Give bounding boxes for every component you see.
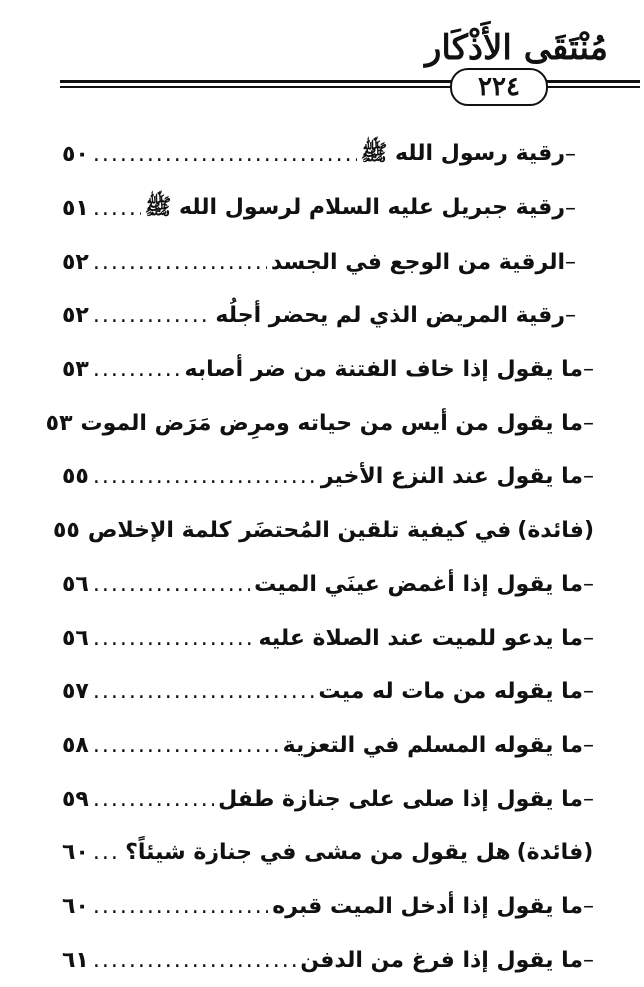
toc-entry-leader-dots	[93, 250, 267, 275]
toc-entry-title-text: رقية المريض الذي لم يحضر أجلُه	[215, 303, 565, 329]
toc-entry-dash: –	[583, 732, 594, 758]
toc-entry-dash: –	[583, 357, 594, 383]
toc-entry	[62, 289, 594, 343]
toc-entry-page-number: ٥٢	[62, 249, 89, 275]
toc-entry-title-text: رقية رسول الله ﷺ	[360, 140, 565, 166]
toc-entry	[62, 772, 594, 826]
toc-entry-title	[300, 948, 583, 973]
toc-entry-note-label: (فائدة)	[517, 518, 594, 544]
toc-entry-title-text: ما يدعو للميت عند الصلاة عليه	[258, 625, 583, 651]
toc-entry-page-number: ٦٠	[62, 893, 89, 919]
toc-entry-dash: –	[565, 196, 576, 222]
toc-entry-dash: –	[583, 464, 594, 490]
toc-entry-page-number: ٦٠	[62, 840, 89, 866]
toc-entry-page-number: ٥٨	[62, 732, 89, 758]
toc-entry-dash: –	[565, 303, 576, 329]
toc-entry	[62, 826, 594, 880]
toc-entry-page-number: ٥٦	[62, 625, 89, 651]
toc-entry-leader-dots	[93, 787, 214, 812]
page-header	[0, 0, 644, 125]
toc-entry-page-number: ٥٦	[62, 571, 89, 597]
toc-entry-title-text: ما يقول إذا أدخل الميت قبره	[272, 893, 583, 919]
toc-entry-page-number: ٥٧	[62, 679, 89, 705]
header-rule-top	[60, 80, 640, 83]
toc-entry-title	[361, 139, 565, 171]
toc-entry	[62, 558, 594, 612]
toc-entry-leader-dots	[93, 357, 181, 382]
toc-entry-dash: –	[583, 893, 594, 919]
toc-entry-leader-dots	[93, 196, 141, 221]
header-rule-bottom	[60, 86, 640, 88]
toc-entry-leader-dots	[93, 303, 212, 328]
toc-entry-page-number: ٥٥	[52, 518, 80, 544]
toc-entry-title-text: ما يقول من أيس من حياته ومرِض مَرَض الموت	[80, 410, 583, 436]
toc-entry-leader-dots	[93, 572, 250, 597]
toc-entry	[62, 182, 594, 236]
toc-entry-leader-dots	[93, 733, 279, 758]
toc-entry	[62, 450, 594, 504]
toc-entry-title	[218, 787, 583, 812]
toc-entry	[62, 719, 594, 773]
page-number-badge: ٢٢٤	[450, 68, 548, 106]
toc-entry-leader-dots	[93, 142, 357, 167]
toc-entry-title	[215, 303, 565, 328]
toc-entry-page-number: ٥٢	[62, 303, 89, 329]
toc-entry-dash: –	[565, 142, 576, 168]
toc-entry-title-text: ما يقول إذا أغمض عينَي الميت	[254, 571, 583, 597]
toc-entry-title	[125, 840, 593, 865]
toc-entry-leader-dots	[93, 840, 121, 865]
toc-entry	[62, 128, 594, 182]
toc-entry-title	[259, 626, 583, 651]
toc-entry	[62, 880, 594, 934]
toc-entry-page-number: ٥٠	[62, 142, 89, 168]
toc-entry-title-text: ما يقول إذا فرغ من الدفن	[300, 947, 583, 973]
table-of-contents	[45, 128, 594, 987]
toc-entry-page-number: ٦١	[62, 947, 89, 973]
toc-entry-page-number: ٥٥	[62, 464, 89, 490]
toc-entry-dash: –	[583, 571, 594, 597]
toc-entry-page-number: ٥٩	[62, 786, 89, 812]
toc-entry	[62, 933, 594, 987]
toc-entry-title	[271, 250, 565, 275]
toc-entry-dash: –	[565, 249, 576, 275]
toc-entry-dash: –	[583, 679, 594, 705]
toc-entry-title-text: في كيفية تلقين المُحتضَر كلمة الإخلاص	[87, 518, 512, 544]
toc-entry-leader-dots	[93, 464, 317, 489]
toc-entry-title-text: ما يقوله المسلم في التعزية	[282, 732, 583, 758]
toc-entry-title	[145, 193, 565, 225]
toc-entry-title	[81, 411, 584, 436]
toc-entry-title-text: رقية جبريل عليه السلام لرسول الله ﷺ	[144, 194, 565, 220]
toc-entry	[62, 235, 594, 289]
toc-entry-page-number: ٥١	[62, 196, 89, 222]
toc-entry-title-text: ما يقول إذا صلى على جنازة طفل	[218, 786, 583, 812]
toc-entry-dash: –	[583, 625, 594, 651]
toc-entry-title-text: هل يقول من مشى في جنازة شيئاً؟	[125, 840, 511, 866]
toc-entry-title-text: ما يقول عند النزع الأخير	[320, 464, 583, 490]
toc-entry-title-text: ما يقول إذا خاف الفتنة من ضر أصابه	[184, 357, 583, 383]
toc-entry-page-number: ٥٣	[62, 357, 89, 383]
toc-entry	[45, 396, 594, 450]
toc-entry-title-text: الرقية من الوجع في الجسد	[270, 249, 565, 275]
toc-entry-dash: –	[583, 410, 594, 436]
toc-entry-leader-dots	[93, 948, 296, 973]
toc-entry-title	[254, 572, 583, 597]
toc-entry	[62, 665, 594, 719]
toc-entry-dash: –	[583, 947, 594, 973]
toc-entry-title	[283, 733, 583, 758]
toc-entry-note-label: (فائدة)	[516, 840, 594, 866]
toc-entry-title-text: ما يقوله من مات له ميت	[318, 679, 583, 705]
toc-entry	[62, 343, 594, 397]
toc-entry-title	[318, 679, 583, 704]
toc-entry	[62, 611, 594, 665]
toc-entry-title	[321, 464, 583, 489]
toc-entry-title	[272, 894, 583, 919]
toc-entry-dash: –	[583, 786, 594, 812]
toc-entry-leader-dots	[93, 626, 255, 651]
toc-entry-leader-dots	[93, 679, 315, 704]
toc-entry-page-number: ٥٣	[45, 410, 73, 436]
toc-entry	[52, 504, 594, 558]
toc-entry-leader-dots	[93, 894, 268, 919]
toc-entry-title	[185, 357, 583, 382]
toc-entry-title	[88, 518, 594, 543]
book-title: مُنْتَقَى الأَذْكَار	[424, 28, 608, 68]
